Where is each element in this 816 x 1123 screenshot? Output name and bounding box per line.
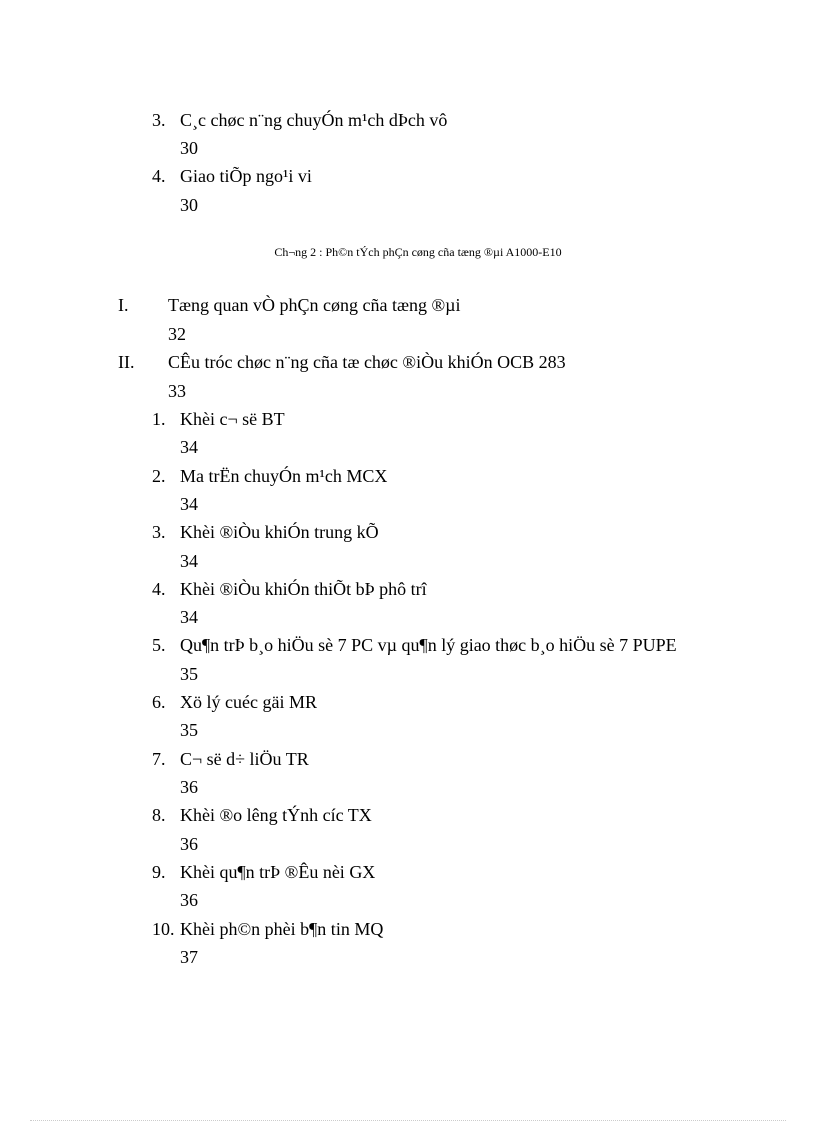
toc-subsection-title: Qu¶n trÞ b¸o hiÖu sè 7 PC vµ qu¶n lý giao thøc b¸o hiÖu sè 7 PUPE	[180, 635, 677, 655]
toc-entry-page-number: 30	[180, 138, 198, 158]
toc-entry-title: Giao tiÕp ngo¹i vi	[180, 166, 312, 186]
toc-subsection-page-number: 34	[180, 494, 198, 514]
toc-entry-number: 3.	[152, 110, 166, 130]
toc-section-title: Tæng quan vÒ phÇn cøng cña tæng ®µi	[168, 295, 461, 315]
toc-subsection-title: C¬ së d÷ liÖu TR	[180, 749, 309, 769]
toc-entry-title: C¸c chøc n¨ng chuyÓn m¹ch dÞch vô	[180, 110, 448, 130]
toc-subsection-page-number: 34	[180, 607, 198, 627]
toc-subsection-title: Khèi ph©n phèi b¶n tin MQ	[180, 919, 384, 939]
toc-subsection-title: Khèi c¬ së BT	[180, 409, 285, 429]
toc-subsection-title: Ma trËn chuyÓn m¹ch MCX	[180, 466, 388, 486]
toc-section-page-number: 33	[168, 381, 186, 401]
toc-subsection-number: 10.	[152, 919, 175, 939]
toc-section-title: CÊu tróc chøc n¨ng cña tæ chøc ®iÒu khiÓn OCB 283	[168, 352, 566, 372]
toc-subsection-page-number: 37	[180, 947, 198, 967]
toc-subsection-number: 7.	[152, 749, 166, 769]
toc-subsection-page-number: 36	[180, 834, 198, 854]
toc-subsection-title: Khèi ®o lêng tÝnh cíc TX	[180, 805, 372, 825]
toc-subsection-number: 9.	[152, 862, 166, 882]
toc-section-number: I.	[118, 295, 129, 315]
toc-subsection-number: 5.	[152, 635, 166, 655]
toc-subsection-number: 2.	[152, 466, 166, 486]
toc-section-number: II.	[118, 352, 135, 372]
toc-subsection-page-number: 35	[180, 664, 198, 684]
toc-subsection-page-number: 36	[180, 890, 198, 910]
toc-subsection-title: Khèi qu¶n trÞ ®Êu nèi GX	[180, 862, 376, 882]
toc-subsection-page-number: 34	[180, 551, 198, 571]
chapter-heading[interactable]: Ch¬ng 2 : Ph©n tÝch phÇn cøng cña tæng ®µi A1000-E10	[274, 245, 562, 259]
toc-subsection-page-number: 36	[180, 777, 198, 797]
page-bottom-divider	[30, 1120, 786, 1121]
toc-subsection-number: 1.	[152, 409, 166, 429]
toc-subsection-number: 4.	[152, 579, 166, 599]
toc-subsection-page-number: 34	[180, 437, 198, 457]
toc-subsection-number: 6.	[152, 692, 166, 712]
toc-subsection-number: 3.	[152, 522, 166, 542]
toc-subsection-page-number: 35	[180, 720, 198, 740]
toc-subsection-title: Khèi ®iÒu khiÓn thiÕt bÞ phô trî	[180, 579, 427, 599]
toc-subsection-title: Khèi ®iÒu khiÓn trung kÕ	[180, 522, 379, 542]
toc-section-page-number: 32	[168, 324, 186, 344]
toc-entry-number: 4.	[152, 166, 166, 186]
toc-entry-page-number: 30	[180, 195, 198, 215]
toc-subsection-title: Xö lý cuéc gäi MR	[180, 692, 317, 712]
toc-subsection-number: 8.	[152, 805, 166, 825]
